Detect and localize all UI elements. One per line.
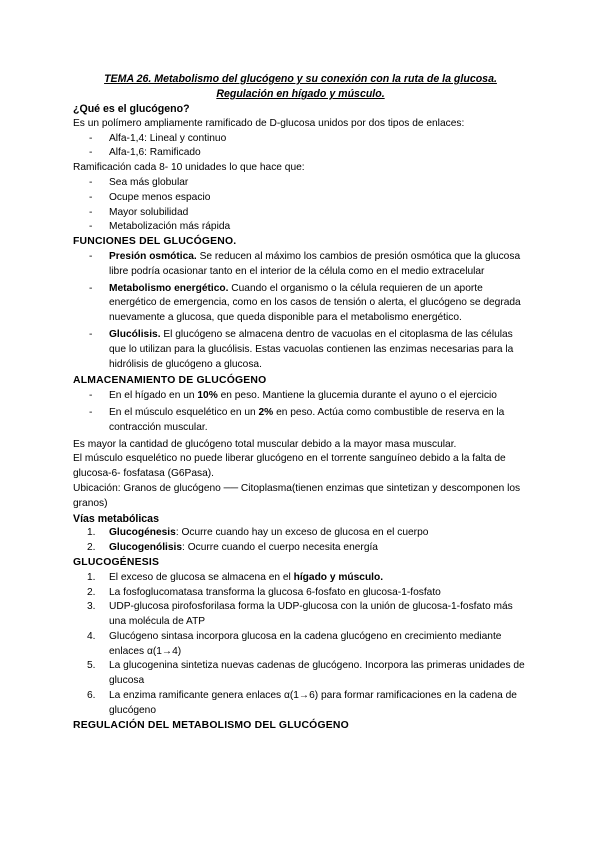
almacenamiento-paragraph-2: El músculo esquelético no puede liberar glucógeno en el torrente sanguíneo debido a la falta de glucosa-6- fosfatasa (G6Pasa). [73,453,506,480]
list-item: - En el músculo esquelético en un 2% en peso. Actúa como combustible de reserva en la contracción muscular. [89,406,505,433]
list-item: 2. Glucogenólisis: Ocurre cuando el cuerpo necesita energía [87,542,378,554]
list-item: 3. UDP-glucosa pirofosforilasa forma la UDP-glucosa con la unión de glucosa-1-fosfato más una molécula de ATP [87,601,513,628]
list-item: 5. La glucogenina sintetiza nuevas cadenas de glucógeno. Incorpora las primeras unidades de glucosa [87,660,525,687]
list-item: - Mayor solubilidad [89,206,189,218]
list-item: - Ocupe menos espacio [89,191,211,203]
list-item: - Metabolismo energético. Cuando el organismo o la célula requieren de un aporte energético de emergencia, como en los casos de tensión o alerta, el glucógeno se degrada nuevamente a glucosa, que queda disponible para el metabolismo energético. [89,282,521,324]
list-item: 1. El exceso de glucosa se almacena en el hígado y músculo. [87,571,384,583]
document-title [73,72,528,102]
ubicacion-text: Ubicación: Granos de glucógeno ── Citoplasma(tienen enzimas que sintetizan y descomponen los granos) [73,482,521,509]
vias-list [73,526,528,556]
list-item: 1. Glucogénesis: Ocurre cuando hay un exceso de glucosa en el cuerpo [87,527,429,539]
title-line-1: TEMA 26. Metabolismo del glucógeno y su conexión con la ruta de la glucosa. [104,73,497,85]
list-item: - Metabolización más rápida [89,221,231,233]
bond-list [73,132,528,162]
vias-heading: Vías metabólicas [73,512,159,525]
list-item: - Alfa-1,4: Lineal y continuo [89,132,227,144]
list-item: - Sea más globular [89,176,189,188]
almacenamiento-heading: ALMACENAMIENTO DE GLUCÓGENO [73,375,267,387]
funciones-heading: FUNCIONES DEL GLUCÓGENO. [73,236,237,248]
effects-list [73,176,528,235]
list-item: 4. Glucógeno sintasa incorpora glucosa en la cadena glucógeno en crecimiento mediante enlaces α(1→4) [87,630,502,657]
list-item: 2. La fosfoglucomatasa transforma la glucosa 6-fosfato en glucosa-1-fosfato [87,586,441,598]
intro-heading: ¿Qué es el glucógeno? [73,103,190,115]
funciones-list [73,250,528,372]
regulacion-heading: REGULACIÓN DEL METABOLISMO DEL GLUCÓGENO [73,719,349,731]
list-item: 6. La enzima ramificante genera enlaces α(1→6) para formar ramificaciones en la cadena de glucógeno [87,690,517,716]
document-page [73,72,528,733]
list-item: - Alfa-1,6: Ramificado [89,147,201,159]
list-item: - Glucólisis. El glucógeno se almacena dentro de vacuolas en el citoplasma de las células que lo utilizan para la glucólisis. Estas vacuolas contienen las enzimas necesarias para la hidrólisis de glucógeno a glucosa. [89,328,514,370]
glucogenesis-heading: GLUCOGÉNESIS [73,556,160,568]
title-line-2: Regulación en hígado y músculo. [216,88,385,100]
list-item: - En el hígado en un 10% en peso. Mantiene la glucemia durante el ayuno o el ejercicio [89,390,497,402]
branching-text: Ramificación cada 8- 10 unidades lo que hace que: [73,162,305,174]
almacenamiento-paragraph-1: Es mayor la cantidad de glucógeno total muscular debido a la mayor masa muscular. [73,438,457,450]
list-item: - Presión osmótica. Se reducen al máximo los cambios de presión osmótica que la glucosa libre podría ocasionar tanto en el interior de la célula como en el medio extracelular [89,250,521,277]
glucogenesis-steps [73,571,528,719]
intro-definition: Es un polímero ampliamente ramificado de D-glucosa unidos por dos tipos de enlaces: [73,117,465,129]
almacenamiento-list [73,389,528,435]
